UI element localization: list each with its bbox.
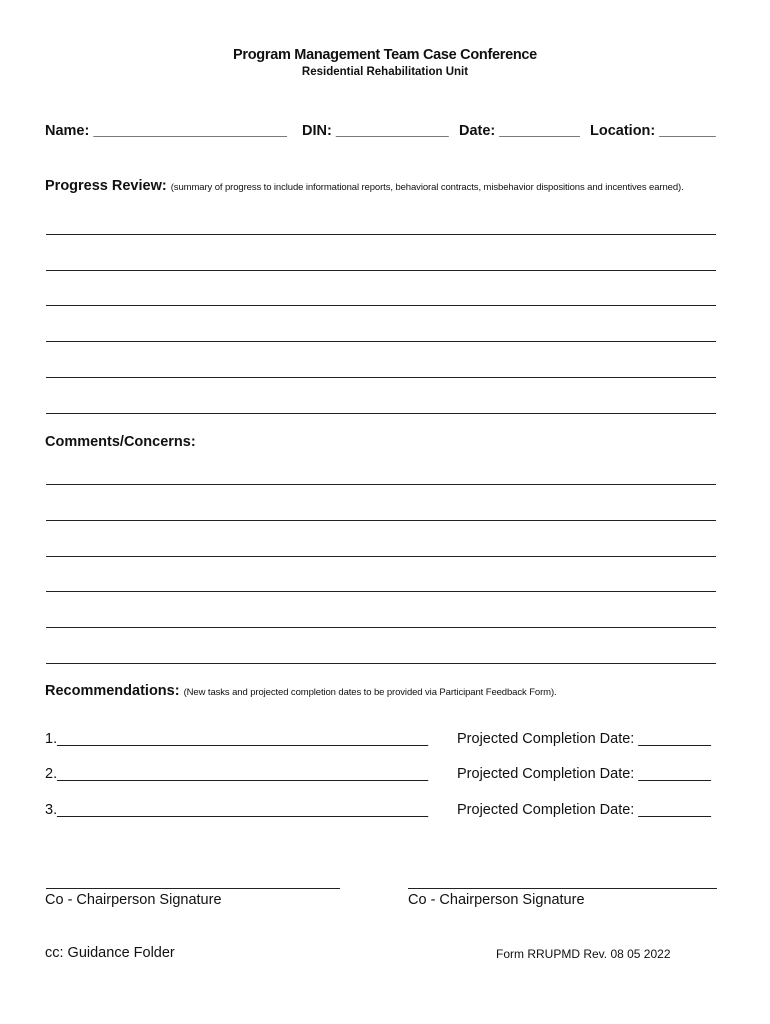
progress-review-note: (summary of progress to include informational reports, behavioral contracts, misbehavior dispositions and incentives earned). xyxy=(170,182,684,193)
progress-line-1[interactable] xyxy=(46,234,716,235)
signature-line-left[interactable] xyxy=(46,888,340,889)
comments-line-3[interactable] xyxy=(46,556,716,557)
progress-line-4[interactable] xyxy=(46,341,716,342)
progress-line-5[interactable] xyxy=(46,377,716,378)
signature-label-left: Co - Chairperson Signature xyxy=(45,892,222,908)
comments-line-6[interactable] xyxy=(46,663,716,664)
cc-note: cc: Guidance Folder xyxy=(45,945,175,961)
recommendation-1[interactable]: 1.______________________________________________ xyxy=(45,731,429,747)
recommendations-note: (New tasks and projected completion dates to be provided via Participant Feedback Form). xyxy=(183,687,557,698)
progress-line-6[interactable] xyxy=(46,413,716,414)
recommendations-heading xyxy=(45,683,557,699)
progress-review-heading xyxy=(45,178,684,194)
comments-line-1[interactable] xyxy=(46,484,716,485)
signature-line-right[interactable] xyxy=(408,888,717,889)
progress-line-2[interactable] xyxy=(46,270,716,271)
recommendation-3[interactable]: 3.______________________________________________ xyxy=(45,802,429,818)
date-field[interactable]: Date: __________ xyxy=(459,123,580,139)
location-field[interactable]: Location: _______ xyxy=(590,123,716,139)
form-id: Form RRUPMD Rev. 08 05 2022 xyxy=(496,947,671,961)
progress-review-label: Progress Review: xyxy=(45,178,167,194)
recommendation-2-completion-date[interactable]: Projected Completion Date: _________ xyxy=(457,766,711,782)
progress-line-3[interactable] xyxy=(46,305,716,306)
recommendation-1-completion-date[interactable]: Projected Completion Date: _________ xyxy=(457,731,711,747)
name-field[interactable]: Name: ________________________ xyxy=(45,123,287,139)
recommendation-2[interactable]: 2.______________________________________________ xyxy=(45,766,429,782)
recommendation-3-completion-date[interactable]: Projected Completion Date: _________ xyxy=(457,802,711,818)
form-title: Program Management Team Case Conference xyxy=(233,47,537,63)
comments-line-4[interactable] xyxy=(46,591,716,592)
comments-line-2[interactable] xyxy=(46,520,716,521)
form-subtitle: Residential Rehabilitation Unit xyxy=(301,66,469,78)
comments-heading: Comments/Concerns: xyxy=(45,434,196,450)
recommendations-label: Recommendations: xyxy=(45,683,180,699)
signature-label-right: Co - Chairperson Signature xyxy=(408,892,585,908)
din-field[interactable]: DIN: ______________ xyxy=(302,123,449,139)
comments-line-5[interactable] xyxy=(46,627,716,628)
